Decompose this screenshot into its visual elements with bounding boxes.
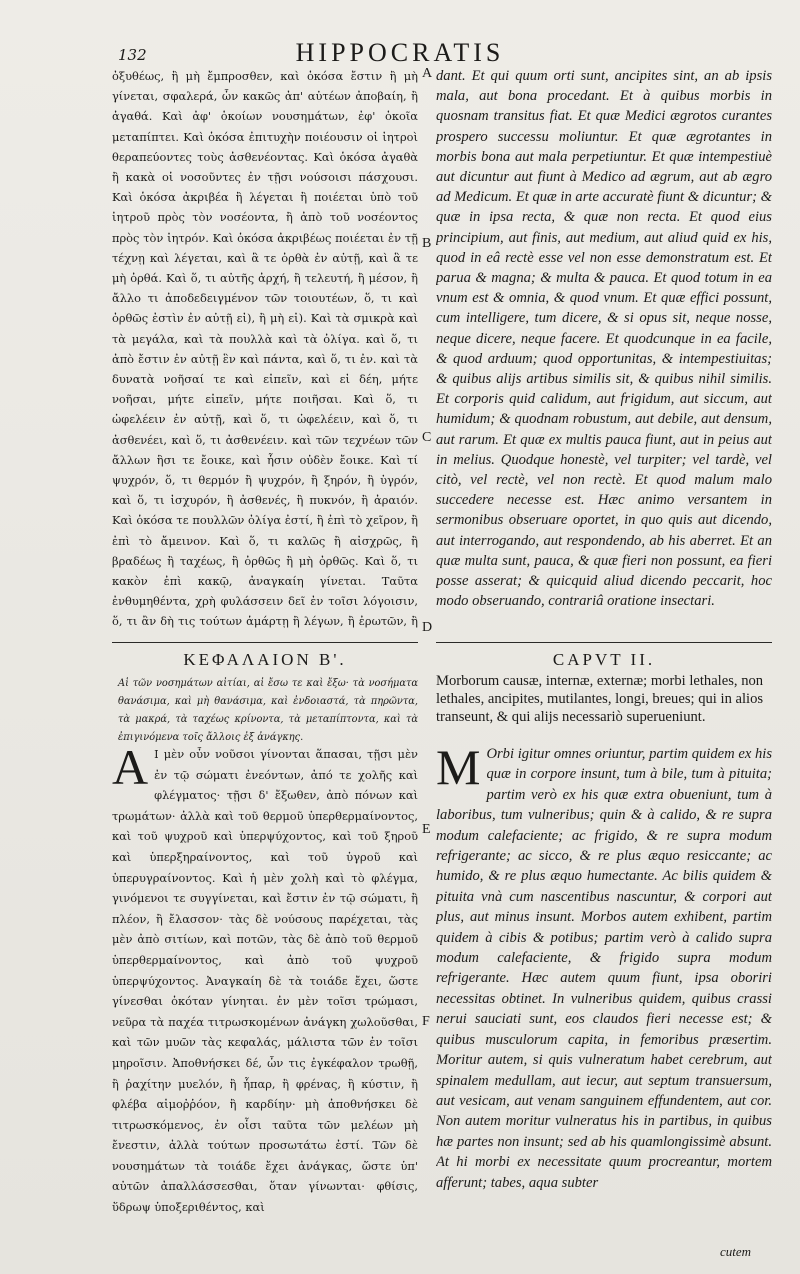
margin-letter-e: E xyxy=(422,822,431,837)
margin-letter-b: B xyxy=(422,236,432,251)
latin-chapter-summary: Morborum causæ, internæ, externæ; morbi lethales, non lethales, ancipites, mutilantes, longi, breues; qui in alios transeunt, & qui alijs necessariò superueniunt. xyxy=(436,673,764,726)
margin-letter-f: F xyxy=(422,1014,430,1029)
greek-chapter-summary: Αἱ τῶν νοσημάτων αἰτίαι, αἱ ἔσω τε καὶ ἔξω· τὰ νοσήματα θανάσιμα, καὶ μὴ θανάσιμα, καὶ ἐνδοιαστά, τὰ πηρῶντα, τὰ μακρά, τὰ ταχέως κρίνοντα, τὰ μεταπίπτοντα, καὶ τὰ ἐπιγινόμενα τοῖς ἄλλοις ἐξ ἀνάγκης. xyxy=(118,678,418,743)
latin-chapter-body xyxy=(436,744,772,1260)
greek-body-text: Ι μὲν οὖν νοῦσοι γίνονται ἅπασαι, τῇσι μὲν ἐν τῷ σώματι ἐνεόντων, ἀπό τε χολῆς καὶ φλέγματος· τῇσι δ' ἔξωθεν, ἀπὸ πόνων καὶ τρωμάτων· ἀλλὰ καὶ τοῦ θερμοῦ ὑπερθερμαίνοντος, καὶ τοῦ ψυχροῦ καὶ ὑπερψύχοντος, καὶ τοῦ ξηροῦ καὶ ὑπερξηραίνοντος, καὶ τοῦ ὑγροῦ καὶ ὑπερυγραίνοντος. Καὶ ἡ μὲν χολὴ καὶ τὸ φλέγμα, γινόμενοι τε συγγίνεται, καὶ ἔστιν ἐν τῷ σώματι, ἢ πλέον, ἢ ἔλασσον· τὰς δὲ νούσους παρέχεται, τὰς μὲν ἀπὸ σιτίων, καὶ ποτῶν, τὰς δὲ ἀπὸ τοῦ θερμοῦ ὑπερθερμαίνοντος, καὶ ἀπὸ τοῦ ψυχροῦ ὑπερψύχοντος. Ἀναγκαίη δὲ τὰ τοιάδε ἔχει, ὥστε γίνεσθαι ὁκόταν γίνηται. ἐν μὲν τοῖσι τρώμασι, νεῦρα τὰ παχέα τιτρωσκομένων ἀνάγκη χωλοῦσθαι, καὶ τῶν μυῶν τὰς κεφαλάς, μάλιστα τῶν ἐν τοῖσι μηροῖσιν. Ἀποθνήσκει δέ, ὧν τις ἐγκέφαλον τρωθῇ, ἢ ῥαχίτην μυελόν, ἢ ἧπαρ, ἢ φρένας, ἢ κύστιν, ἢ φλέβα αἱμοῤῥόον, ἢ καρδίην· μὴ ἀποθνήσκει δὲ τιτρωσκόμενος, ἐν οἷσι ταῦτα τῶν μελέων μὴ ἔνεστιν, ἀλλὰ τούτων προσωτάτω ἐστί. Τῶν δὲ νουσημάτων τὰ τοιάδε ἔχει ἀνάγκας, ὥστε ὑπ' αὐτῶν ἀπαλλάσσεσθαι, ὅταν γίνωνται· φθίσις, ὕδρωψ ὑποξεριθέντος, καὶ xyxy=(112,747,418,1215)
greek-chapter-heading: ΚΕΦΑΛΑΙΟΝ Β'. xyxy=(183,650,347,669)
greek-chapter-rule xyxy=(112,642,418,643)
margin-letter-d: D xyxy=(422,620,433,635)
latin-drop-cap: M xyxy=(436,744,481,795)
greek-column-top: ὀξυθέως, ἢ μὴ ἔμπροσθεν, καὶ ὁκόσα ἔστιν ἢ μὴ γίνεται, σφαλερά, ὧν κακῶς ἀπ' αὐτέων ἀποβαίη, ἢ ἀγαθά. Καὶ ἀφ' ὁκοίων νουσημάτων, ἐφ' ὁκοῖα μεταπίπτει. Καὶ ὁκόσα ἐπιτυχὴν ποιέουσιν οἱ ἰητροὶ θεραπεύοντες τοὺς ἀσθενέοντας. Καὶ ὁκόσα ἀγαθὰ ἢ κακὰ οἱ νοσοῦντες ἐν τῇσι νούσοισι πάσχουσι. Καὶ ὁκόσα ἀκριβέα ἢ λέγεται ἢ ποιέεται ὑπὸ τοῦ ἰητροῦ πρὸς τὸν νοσέοντα, ἢ ἀπὸ τοῦ νοσέοντος πρὸς τὸν ἰητρόν. Καὶ ὁκόσα ἀκριβέως ποιέεται ἐν τῇ τέχνῃ καὶ λέγεται, καὶ ἃ τε ὀρθὰ ἐν αὐτῇ, καὶ ἃ τε μὴ ὀρθά. Καὶ ὅ, τι αὐτῆς ἀρχή, ἢ τελευτή, ἢ μέσον, ἢ ἄλλο τι ἀποδεδειγμένον τῶν τοιουτέων, ὅ, τι καὶ ὀρθῶς ἐστὶν ἐν αὐτῇ εἰ), ἢ μὴ εἰ). Καὶ τὰ σμικρὰ καὶ τὰ μεγάλα, καὶ τὰ πουλλὰ καὶ τὰ ὀλίγα. καὶ ὅ, τι ἀπὸ ἔστιν ἐν αὐτῇ ἓν καὶ πάντα, καὶ ὅ, τι ἐν. καὶ τὰ δυνατὰ νοῆσαί τε καὶ εἰπεῖν, καὶ εἰ δέη, μήτε νοῆσαι, μήτε εἰπεῖν, μήτε ποιῆσαι. Καὶ ὅ, τι ὠφελέειν ἐν αὐτῇ, καὶ ὅ, τι ὠφελέειν, καὶ ὅ, τι ἀσθενέει, καὶ ὅ, τι ἀσθενέειν. καὶ τῶν τεχνέων τῶν ἄλλων ἣσι τε ἔοικε, καὶ ἧσιν οὐδὲν ἔοικε. Καὶ τί ψυχρόν, ὅ, τι θερμόν ἢ ψυχρόν, ἢ ξηρόν, ἢ ὑγρόν, καὶ ὅ, τι ἰσχυρόν, ἢ ἀσθενές, ἢ πυκνόν, ἢ ἀραιόν. Καὶ ὁκόσα τε πουλλῶν ὀλίγα ἐστί, ἢ ἐπὶ τὸ χεῖρον, ἢ ἐπὶ τὸ ἄμεινον. Καὶ ὅ, τι καλῶς ἢ αἰσχρῶς, ἢ βραδέως ἢ ταχέως, ἢ ὀρθῶς ἢ μὴ ὀρθῶς. Καὶ ὅ, τι κακὸν ἐπὶ κακῷ, ἀναγκαίη γίνεται. Ταῦτα ἐνθυμηθέντα, χρὴ φυλάσσειν δεῖ ἐν τοῖσι λόγοισιν, ὅ, τι ἂν δὴ τις τούτων ἁμάρτῃ ἢ λέγων, ἢ ἐρωτῶν, ἢ xyxy=(112,69,418,629)
page-number: 132 xyxy=(118,46,147,64)
catchword: cutem xyxy=(720,1244,752,1259)
latin-column-top: dant. Et qui quum orti sunt, ancipites sint, an ab ipsis mala, aut bona procedant. Et à quibus morbis in quosnam transitus fiat. Et quæ Medici ægrotos curantes prospero successu moliuntur. Et quæ ægrotantes in morbis bona aut mala perpetiuntur. Et quæ intempestiuè aut dicuntur aut fiunt à Medico ad ægrum, aut ab ægro ad Medicum. Et quæ in arte accuratè fiunt & dicuntur; & quæ in ipsa recta, & quæ non recta. Et quod eius principium, aut finis, aut medium, aut aliud quid ex his, quod in eâ rectè esse vel non esse demonstratum est. Et parua & magna; & multa & pauca. Et quod totum in ea vnum est & omnia, & quod vnum. Et quæ effici possunt, cum intelligere, tum dicere, & si opus sit, neque nosse, neque dicere, neque facere. Et quodcunque in ea facile, & quod arduum; quod opportunitas, & intempestiuitas; & quibus alijs artibus similis sit, & quibus nihil similis. Et corporis quid calidum, aut frigidum, aut siccum, aut humidum; & quodnam robustum, aut debile, aut densum, aut rarum. Et quæ ex multis pauca fiunt, aut in peius aut in melius. Quodque honestè, vel turpiter; vel tardè, vel citò, vel rectè, vel non rectè. Et quod malum malo succedere necesse est. Hæc animo versantem in sermonibus obseruare oportet, in quo quis aut dicendo, aut interrogando, aut respondendo, ab his aberret. Et an quæ multa sunt, pauca, & quæ fieri non possunt, ea fieri posse asserat; & quicquid aliud dicendo peccarit, hoc modo obseruando, contrariâ oratione insectari. xyxy=(436,68,772,610)
greek-chapter-body xyxy=(112,744,418,1264)
margin-letter-c: C xyxy=(422,430,432,445)
margin-letter-a: A xyxy=(422,66,433,81)
running-title: HIPPOCRATIS xyxy=(295,38,505,67)
latin-chapter-heading: CAPVT II. xyxy=(552,650,656,669)
greek-drop-cap: Α xyxy=(112,744,149,795)
latin-chapter-rule xyxy=(436,642,772,643)
latin-body-text: Orbi igitur omnes oriuntur, partim quidem ex his quæ in corpore insunt, tum à bile, tum à pituita; partim verò ex his quæ extra obueniunt, tum à laboribus, tum vulneribus; quin & à calido, & re supra modum calefaciente; ac frigido, & re supra modum refrigerante; ac sicco, & re plus æquo resiccante; ac humido, & re plus æquo humectante. Ac bilis quidem & pituita vnà cum nascentibus nascuntur, & corpori aut plus, aut minus insunt. Morbos autem exhibent, partim quidem à cibis & potibus; partim verò à calido supra modum calefaciente, & frigido supra modum refrigerante. Hæc autem quum fiunt, ipsa oboriri necessitas obtinet. In vulneribus quidem, quibus crassi nerui sauciati sunt, eos claudos fieri necesse est; & quibus musculorum capita, in femoribus præsertim. Moritur autem, si quis vulneratum habet cerebrum, aut spinalem medullam, aut iecur, aut septum transuersum, aut vesicam, aut venam sanguinem effundentem, aut cor. Non autem moritur vulneratus his in partibus, in quibus hæ partes non insunt; sed ab his quamlongissimè absunt. At hi morbi ex necessitate quum procreantur, mortem afferunt; tabes, aqua subter xyxy=(436,746,772,1191)
